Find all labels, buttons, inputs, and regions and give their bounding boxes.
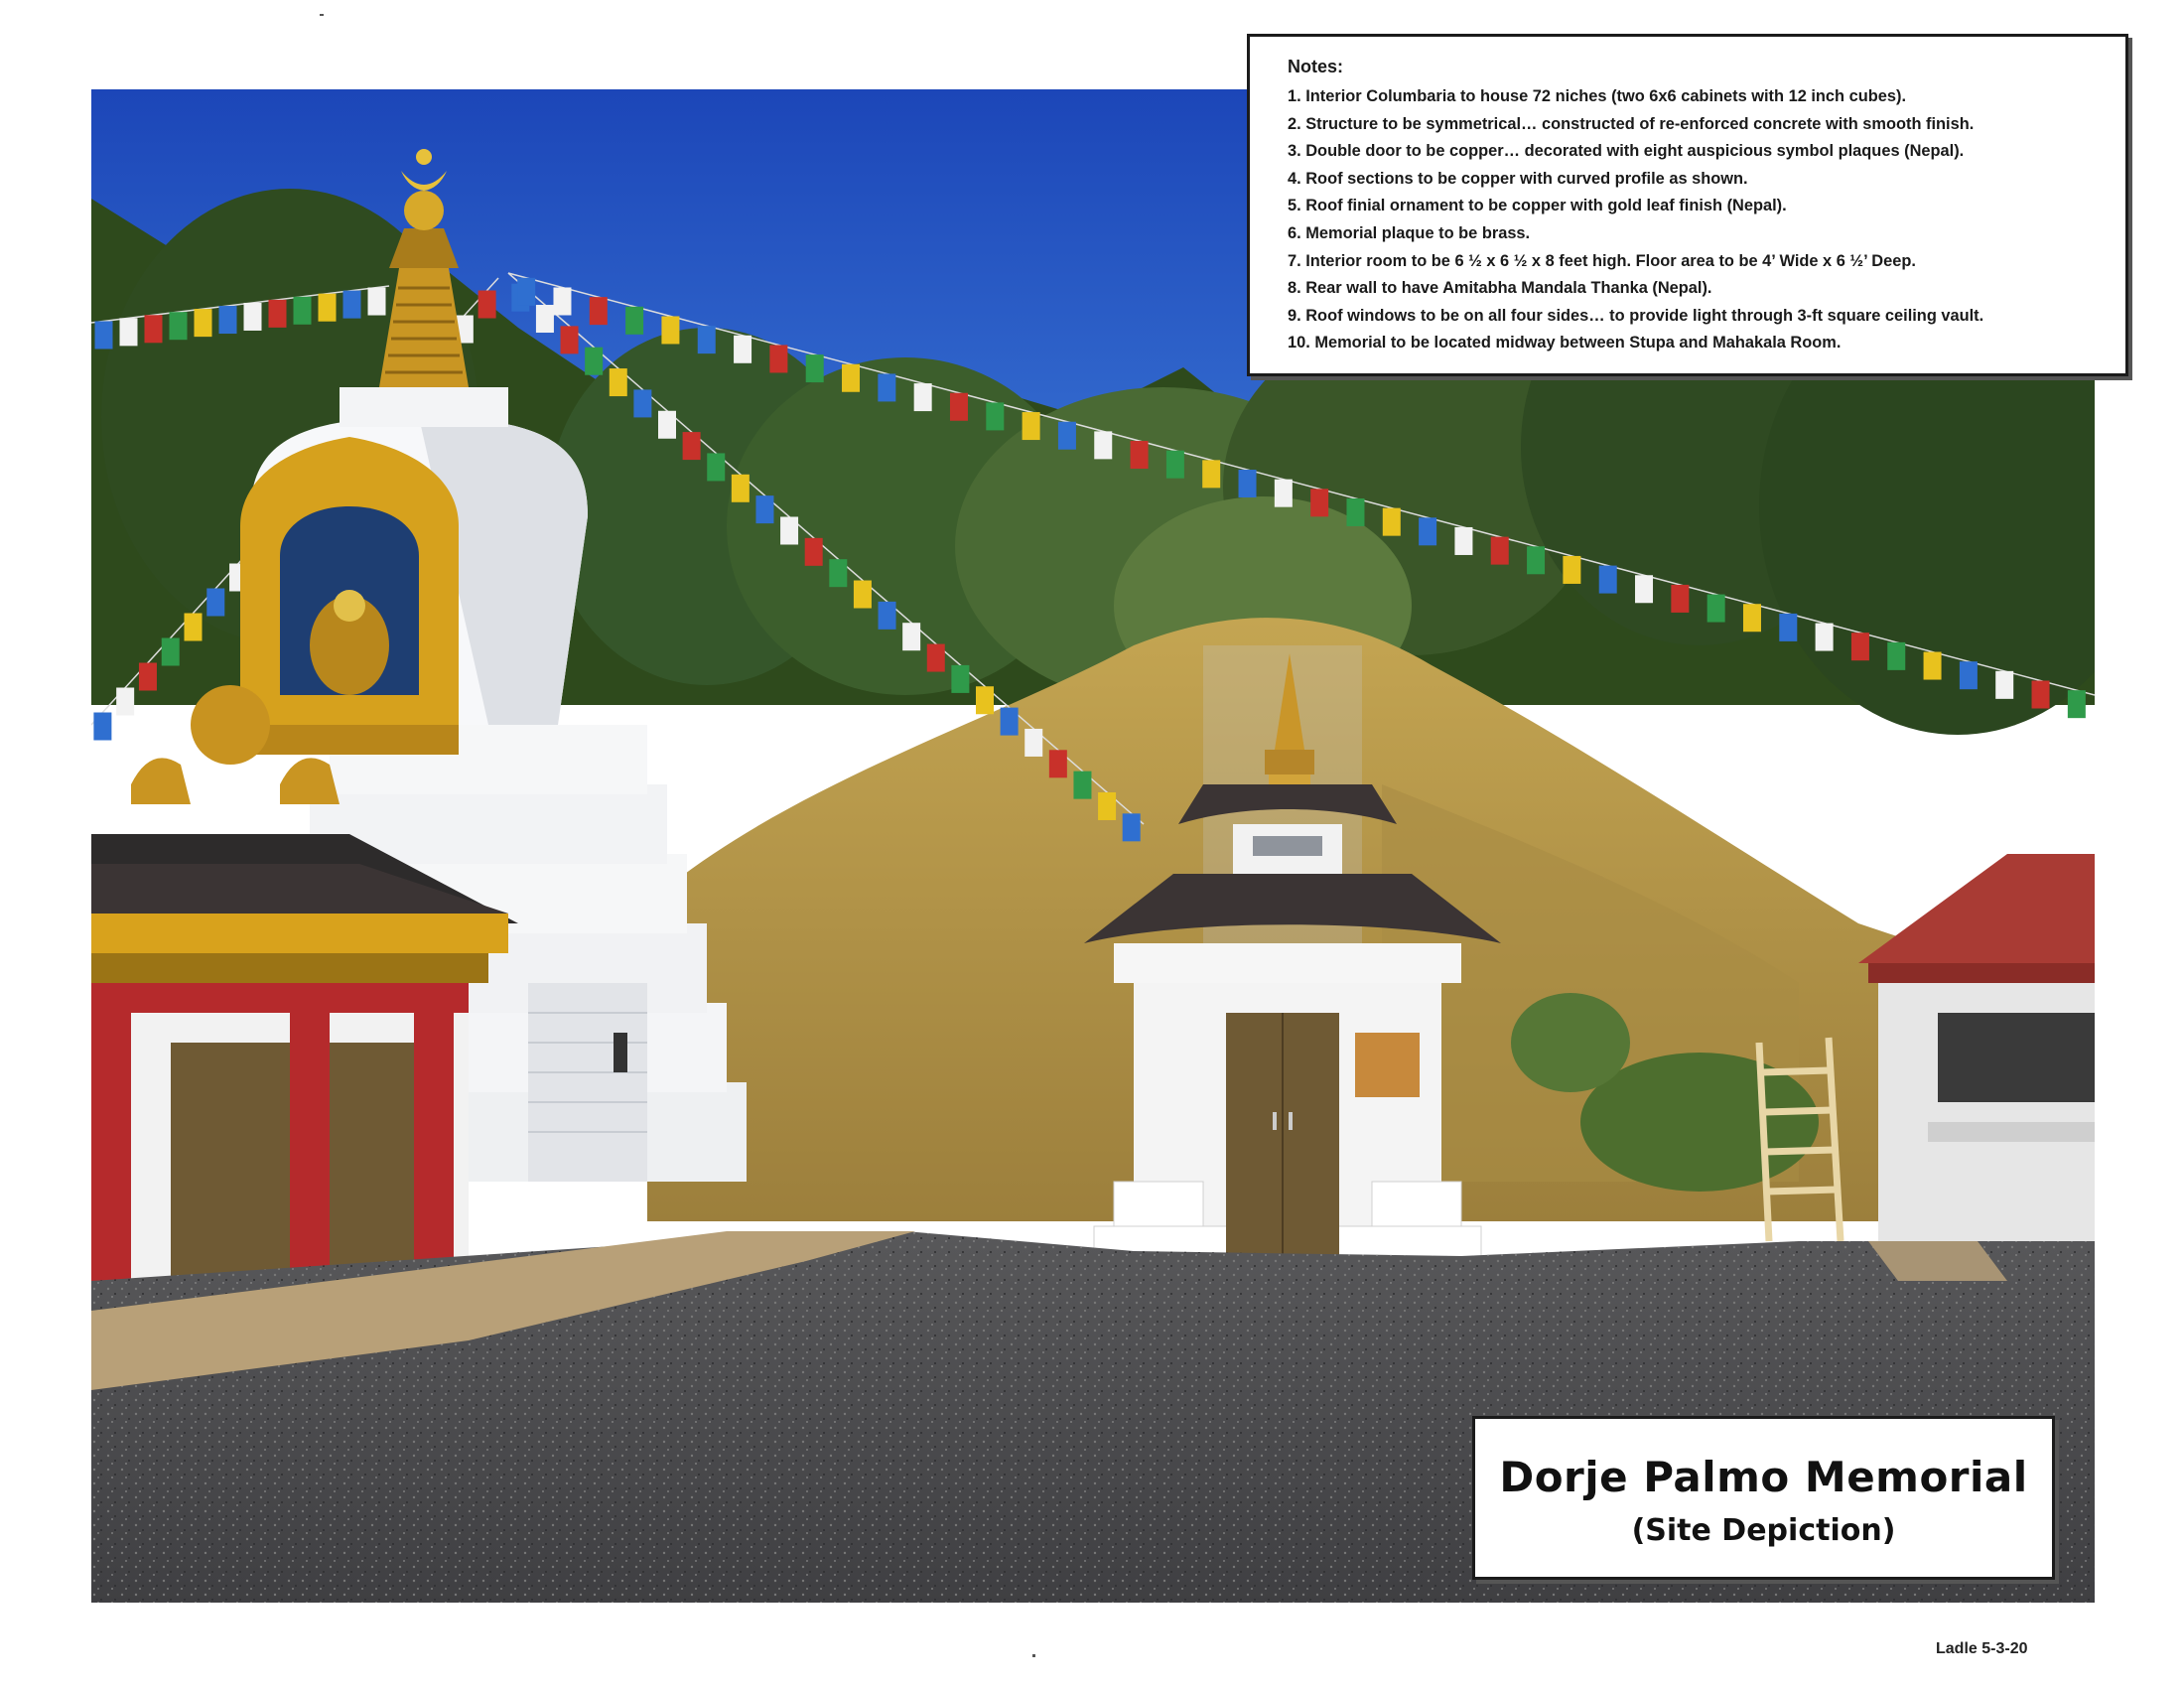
note-item: 7. Interior room to be 6 ½ x 6 ½ x 8 feet high. Floor area to be 4’ Wide x 6 ½’ Deep. bbox=[1288, 251, 1916, 270]
prayer-flag bbox=[1049, 750, 1067, 777]
prayer-flag bbox=[879, 602, 896, 630]
prayer-flag bbox=[269, 300, 287, 328]
mahakala-room-building bbox=[1858, 854, 2095, 1246]
prayer-flag bbox=[120, 318, 138, 346]
prayer-flag bbox=[2068, 690, 2086, 718]
note-item: 1. Interior Columbaria to house 72 niches (two 6x6 cabinets with 12 inch cubes). bbox=[1288, 87, 1906, 105]
prayer-flag bbox=[1707, 595, 1725, 623]
prayer-flag bbox=[343, 291, 361, 319]
note-item: 4. Roof sections to be copper with curved profile as shown. bbox=[1288, 169, 1748, 188]
prayer-flag bbox=[950, 393, 968, 421]
prayer-flag bbox=[1024, 729, 1042, 757]
prayer-flag bbox=[319, 294, 337, 322]
prayer-flag bbox=[1671, 585, 1689, 613]
notes-list bbox=[1288, 83, 2100, 357]
prayer-flag bbox=[368, 288, 386, 316]
note-item: 2. Structure to be symmetrical… constructed of re-enforced concrete with smooth finish. bbox=[1288, 114, 1975, 133]
prayer-flag bbox=[1743, 604, 1761, 632]
prayer-flag bbox=[1887, 642, 1905, 670]
note-item: 5. Roof finial ornament to be copper with gold leaf finish (Nepal). bbox=[1288, 197, 1787, 215]
prayer-flag bbox=[1058, 422, 1076, 450]
prayer-flag bbox=[2032, 681, 2050, 709]
prayer-flag bbox=[769, 345, 787, 372]
prayer-flag bbox=[185, 614, 203, 641]
prayer-flag bbox=[206, 589, 224, 617]
prayer-flag bbox=[536, 305, 554, 333]
prayer-flag bbox=[625, 307, 643, 335]
prayer-flag bbox=[1816, 624, 1834, 651]
shrine-pavilion bbox=[91, 834, 518, 1326]
prayer-flag bbox=[1454, 527, 1472, 555]
prayer-flag bbox=[878, 373, 895, 401]
prayer-flag bbox=[294, 297, 312, 325]
prayer-flag bbox=[805, 538, 823, 566]
page-title: Dorje Palmo Memorial bbox=[1499, 1453, 2028, 1501]
prayer-flag bbox=[1094, 431, 1112, 459]
prayer-flag bbox=[661, 316, 679, 344]
prayer-flag bbox=[1599, 566, 1617, 594]
scan-speck bbox=[1032, 1654, 1035, 1657]
prayer-flag bbox=[93, 713, 111, 741]
prayer-flag bbox=[1491, 537, 1509, 565]
prayer-flag bbox=[698, 326, 716, 353]
prayer-flag bbox=[1346, 498, 1364, 526]
prayer-flag bbox=[829, 559, 847, 587]
notes-box bbox=[1247, 34, 2128, 376]
prayer-flag bbox=[1001, 708, 1019, 736]
note-item: 9. Roof windows to be on all four sides… to provide light through 3-ft square ceiling vault. bbox=[1288, 306, 1984, 325]
prayer-flag bbox=[1779, 614, 1797, 641]
prayer-flag bbox=[162, 638, 180, 666]
prayer-flag bbox=[517, 278, 535, 306]
prayer-flag bbox=[633, 389, 651, 417]
prayer-flag bbox=[610, 368, 627, 396]
note-item: 8. Rear wall to have Amitabha Mandala Thanka (Nepal). bbox=[1288, 279, 1712, 298]
prayer-flag bbox=[734, 336, 751, 363]
prayer-flag bbox=[116, 688, 134, 716]
prayer-flag bbox=[780, 516, 798, 544]
prayer-flag bbox=[195, 309, 212, 337]
prayer-flag bbox=[585, 348, 603, 375]
prayer-flag bbox=[145, 315, 163, 343]
prayer-flag bbox=[842, 364, 860, 392]
prayer-flag bbox=[1635, 575, 1653, 603]
prayer-flag bbox=[1166, 451, 1184, 479]
prayer-flag bbox=[806, 354, 824, 382]
prayer-flag bbox=[170, 312, 188, 340]
prayer-flag bbox=[986, 402, 1004, 430]
scan-speck bbox=[320, 14, 324, 16]
prayer-flag bbox=[914, 383, 932, 411]
prayer-flag bbox=[561, 326, 579, 353]
prayer-flag bbox=[1239, 470, 1257, 497]
note-item: 3. Double door to be copper… decorated with eight auspicious symbol plaques (Nepal). bbox=[1288, 142, 1965, 161]
prayer-flag bbox=[927, 644, 945, 672]
prayer-flag bbox=[1202, 460, 1220, 488]
note-item: 6. Memorial plaque to be brass. bbox=[1288, 223, 1531, 242]
prayer-flag bbox=[1851, 633, 1869, 660]
prayer-flag bbox=[1131, 441, 1149, 469]
prayer-flag bbox=[902, 623, 920, 650]
prayer-flag bbox=[1527, 546, 1545, 574]
prayer-flag bbox=[707, 453, 725, 481]
prayer-flag bbox=[658, 411, 676, 439]
prayer-flag bbox=[683, 432, 701, 460]
prayer-flag bbox=[1383, 508, 1401, 536]
prayer-flag bbox=[755, 495, 773, 523]
prayer-flag bbox=[1960, 661, 1978, 689]
page-subtitle: (Site Depiction) bbox=[1631, 1513, 1896, 1548]
prayer-flag bbox=[1098, 792, 1116, 820]
prayer-flag bbox=[139, 663, 157, 691]
prayer-flag bbox=[1123, 813, 1141, 841]
prayer-flag bbox=[95, 321, 113, 349]
title-box bbox=[1472, 1416, 2055, 1580]
notes-heading: Notes: bbox=[1288, 57, 1344, 76]
prayer-flag bbox=[732, 475, 750, 502]
prayer-flag bbox=[244, 303, 262, 331]
prayer-flag bbox=[951, 665, 969, 693]
prayer-flag bbox=[553, 287, 571, 315]
prayer-flag bbox=[478, 291, 496, 319]
prayer-flag bbox=[1023, 412, 1040, 440]
prayer-flag bbox=[1419, 517, 1436, 545]
prayer-flag bbox=[1924, 652, 1942, 680]
prayer-flag bbox=[1995, 671, 2013, 699]
prayer-flag bbox=[976, 686, 994, 714]
author-date-stamp: Ladle 5-3-20 bbox=[1936, 1640, 2028, 1657]
prayer-flag bbox=[1275, 480, 1293, 507]
note-item: 10. Memorial to be located midway between Stupa and Mahakala Room. bbox=[1288, 334, 1842, 352]
prayer-flag bbox=[854, 581, 872, 609]
prayer-flag bbox=[590, 297, 608, 325]
prayer-flag bbox=[1563, 556, 1580, 584]
prayer-flag bbox=[219, 306, 237, 334]
prayer-flag bbox=[1310, 489, 1328, 516]
prayer-flag bbox=[1073, 772, 1091, 799]
